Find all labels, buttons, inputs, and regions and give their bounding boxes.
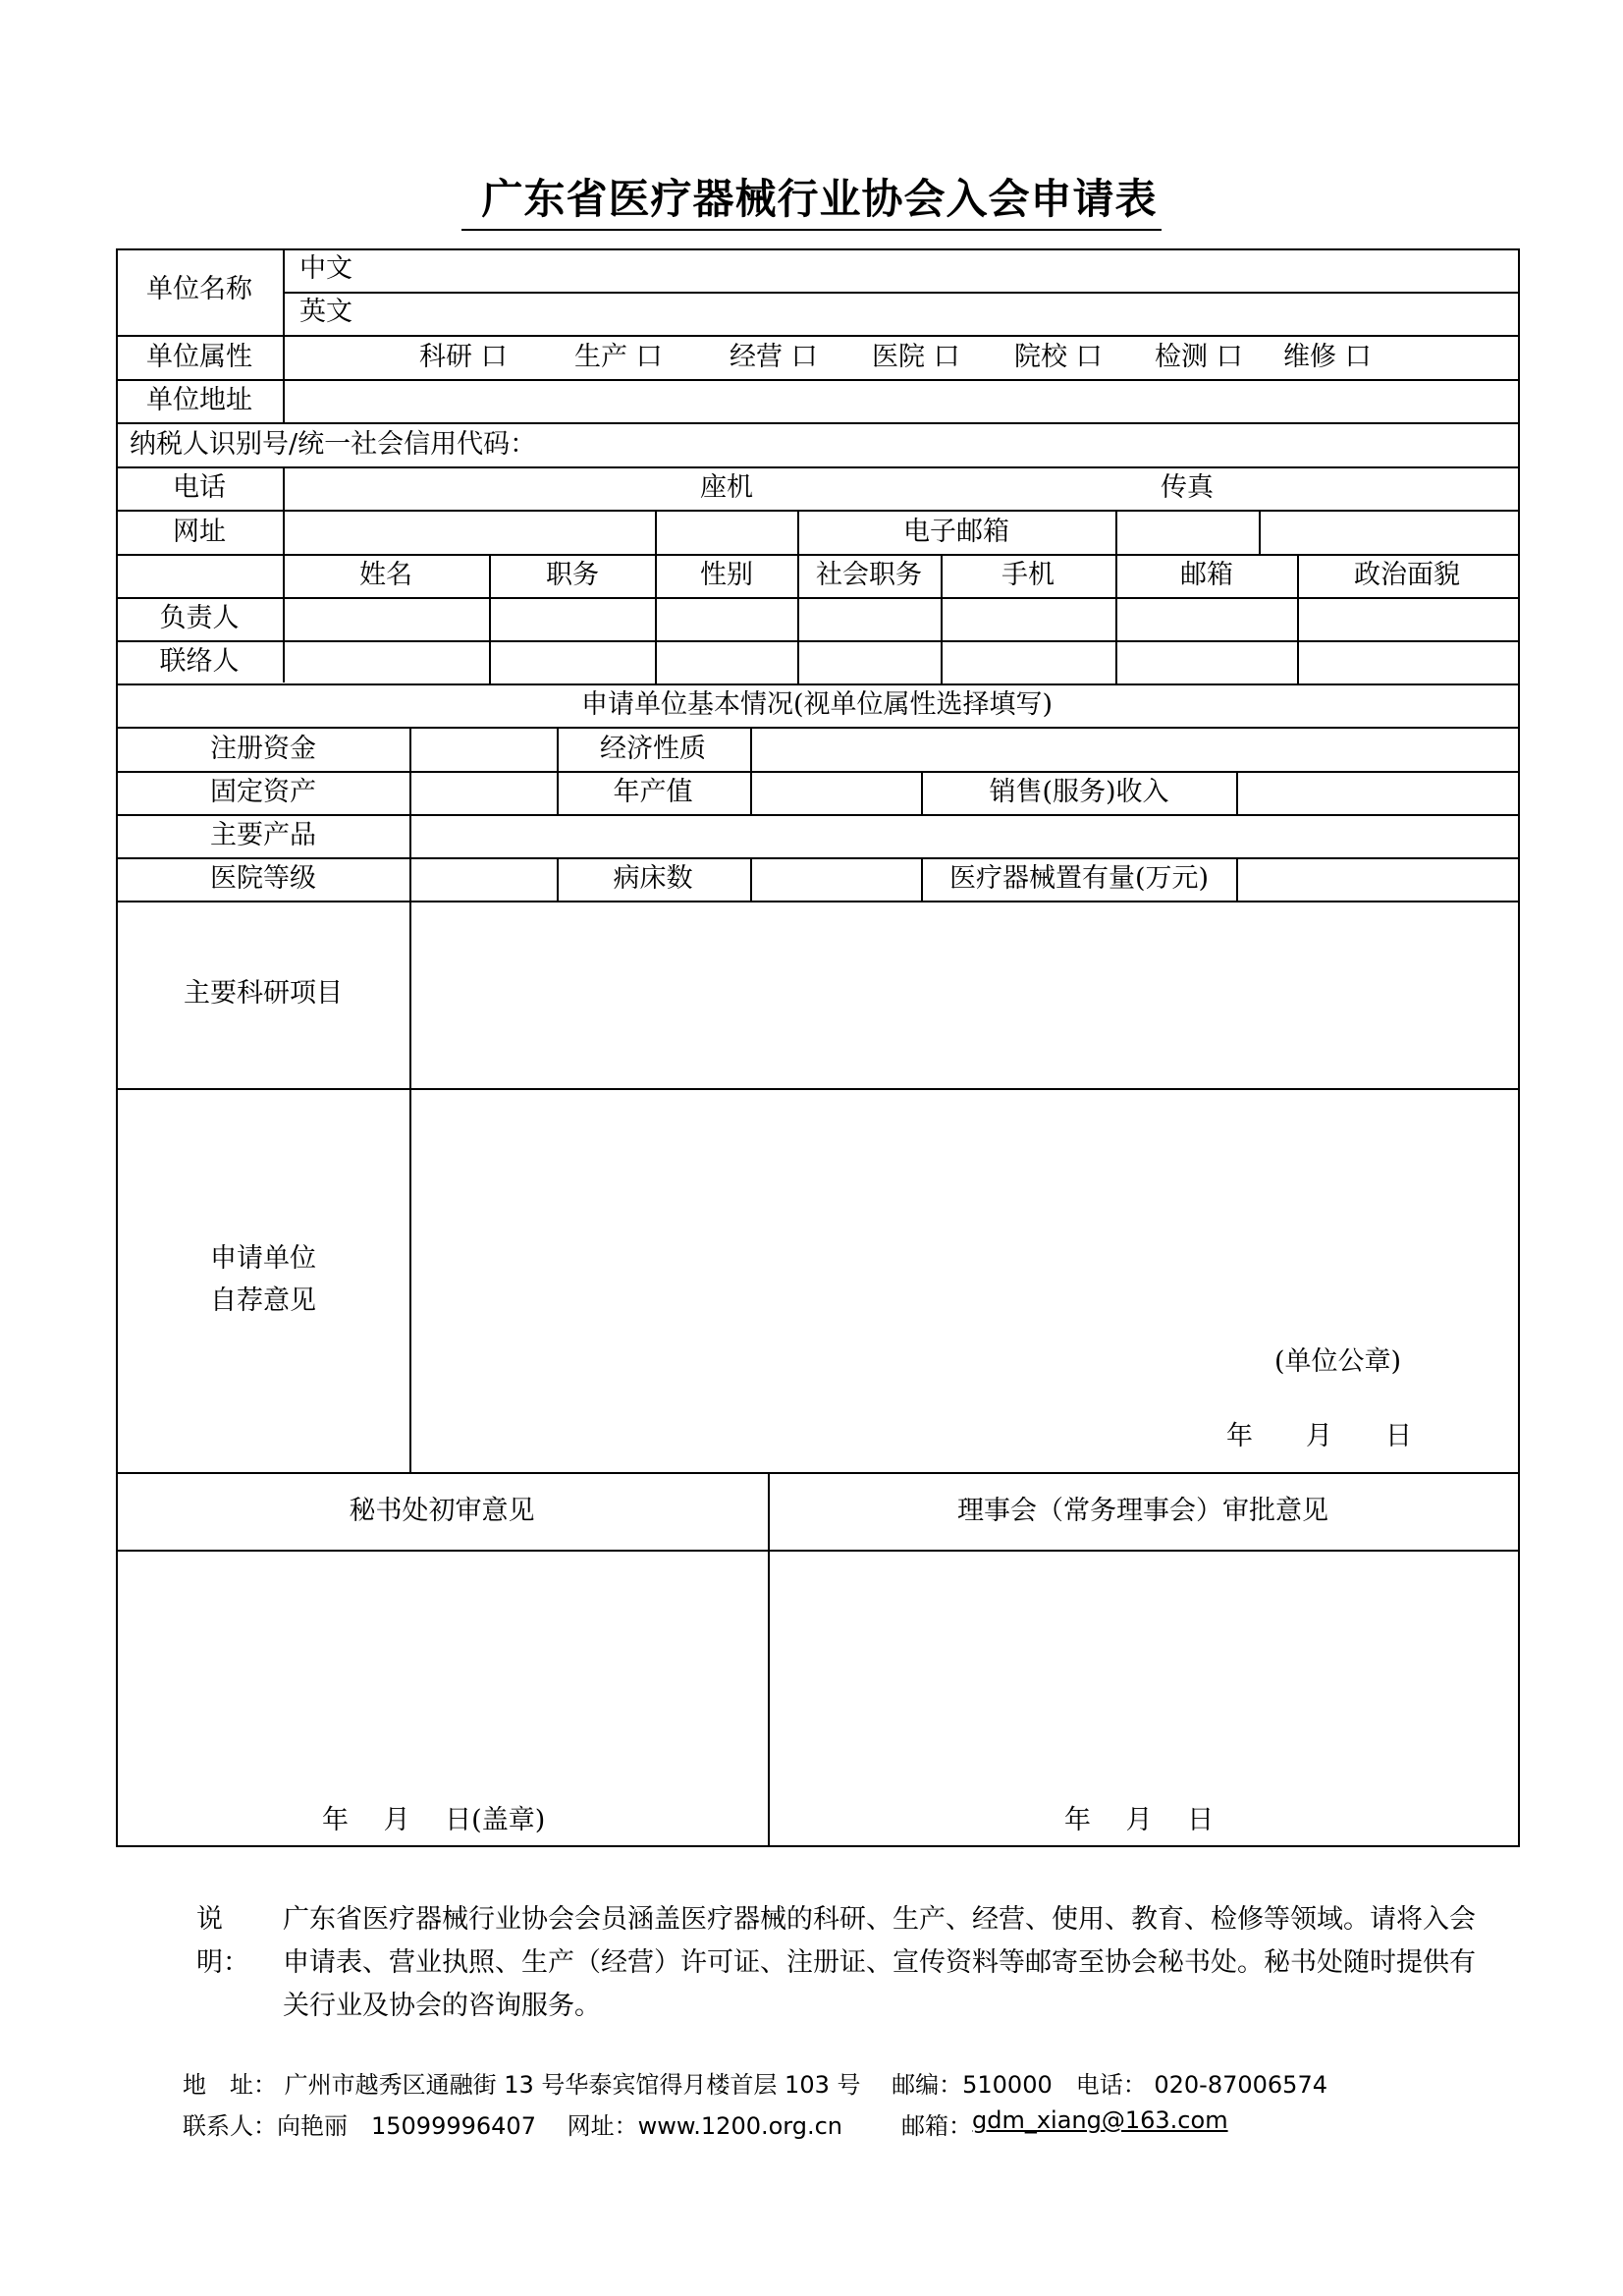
unit-type-label: 单位属性 <box>146 342 252 372</box>
row-label-liaison: 联络人 <box>159 646 240 677</box>
unit-address-label: 单位地址 <box>146 385 252 415</box>
website-label: 网址 <box>173 517 226 547</box>
council-approval-title: 理事会（常务理事会）审批意见 <box>957 1496 1328 1526</box>
self-recommend-label: 申请单位 <box>210 1243 316 1274</box>
fixed-assets-label: 固定资产 <box>210 777 316 807</box>
secretariat-review-title: 秘书处初审意见 <box>349 1496 535 1526</box>
column-header: 职务 <box>546 560 599 590</box>
main-products-label: 主要产品 <box>210 820 316 850</box>
column-header: 手机 <box>1001 560 1055 590</box>
note-label: 说明： <box>196 1904 249 1978</box>
secretariat-date: 年 月 日(盖章) <box>322 1805 546 1835</box>
column-header: 政治面貌 <box>1354 560 1460 590</box>
fax-label: 传真 <box>1161 472 1214 503</box>
sales-income-label: 销售(服务)收入 <box>989 777 1169 807</box>
row-label-leader: 负责人 <box>159 603 240 633</box>
economic-nature-label: 经济性质 <box>600 734 706 764</box>
unit-name-label: 单位名称 <box>146 274 252 304</box>
column-header: 姓名 <box>359 560 412 590</box>
tax-id-label: 纳税人识别号/统一社会信用代码： <box>130 429 537 460</box>
footer-address: 地 址： 广州市越秀区通融街 13 号华泰宾馆得月楼首层 103 号 邮编：510000 电话： 020-87006574 <box>183 2071 1327 2099</box>
page-title: 广东省医疗器械行业协会入会申请表 <box>0 167 1623 226</box>
footer-email-link[interactable]: gdm_xiang@163.com <box>972 2106 1228 2134</box>
email-label: 电子邮箱 <box>903 517 1009 547</box>
hospital-grade-label: 医院等级 <box>210 863 316 894</box>
unit-name-en-label: 英文 <box>299 297 352 327</box>
note-text: 广东省医疗器械行业协会会员涵盖医疗器械的科研、生产、经营、使用、教育、检修等领域。请将入会申请表、营业执照、生产（经营）许可证、注册证、宣传资料等邮寄至协会秘书处。秘书处随时提供有关行业及协会的咨询服务。 <box>283 1904 1476 2021</box>
unit-type-option[interactable]: 院校 口 <box>1014 342 1103 372</box>
registered-capital-label: 注册资金 <box>210 734 316 764</box>
phone-label: 电话 <box>173 472 226 503</box>
column-header: 邮箱 <box>1180 560 1233 590</box>
basic-info-title: 申请单位基本情况(视单位属性选择填写) <box>580 689 1054 720</box>
seal-label: (单位公章) <box>1274 1346 1402 1377</box>
unit-name-cn-label: 中文 <box>299 253 352 284</box>
unit-type-option[interactable]: 医院 口 <box>872 342 960 372</box>
council-date: 年 月 日 <box>1064 1805 1215 1835</box>
annual-output-label: 年产值 <box>613 777 693 807</box>
unit-type-option[interactable]: 检测 口 <box>1155 342 1243 372</box>
footer-contact: 联系人：向艳丽 15099996407 网址：www.1200.org.cn <box>183 2112 843 2140</box>
column-header: 性别 <box>700 560 753 590</box>
unit-type-option[interactable]: 维修 口 <box>1283 342 1372 372</box>
column-header: 社会职务 <box>816 560 922 590</box>
unit-type-option[interactable]: 科研 口 <box>419 342 508 372</box>
beds-label: 病床数 <box>613 863 693 894</box>
date-label: 年 月 日 <box>1226 1421 1412 1451</box>
unit-type-option[interactable]: 经营 口 <box>730 342 818 372</box>
equipment-label: 医疗器械置有量(万元) <box>948 863 1210 894</box>
self-recommend-label: 自荐意见 <box>210 1285 316 1316</box>
landline-label: 座机 <box>700 472 753 503</box>
footer-email-label: 邮箱： <box>901 2112 972 2140</box>
unit-type-option[interactable]: 生产 口 <box>574 342 663 372</box>
research-label: 主要科研项目 <box>184 978 343 1009</box>
